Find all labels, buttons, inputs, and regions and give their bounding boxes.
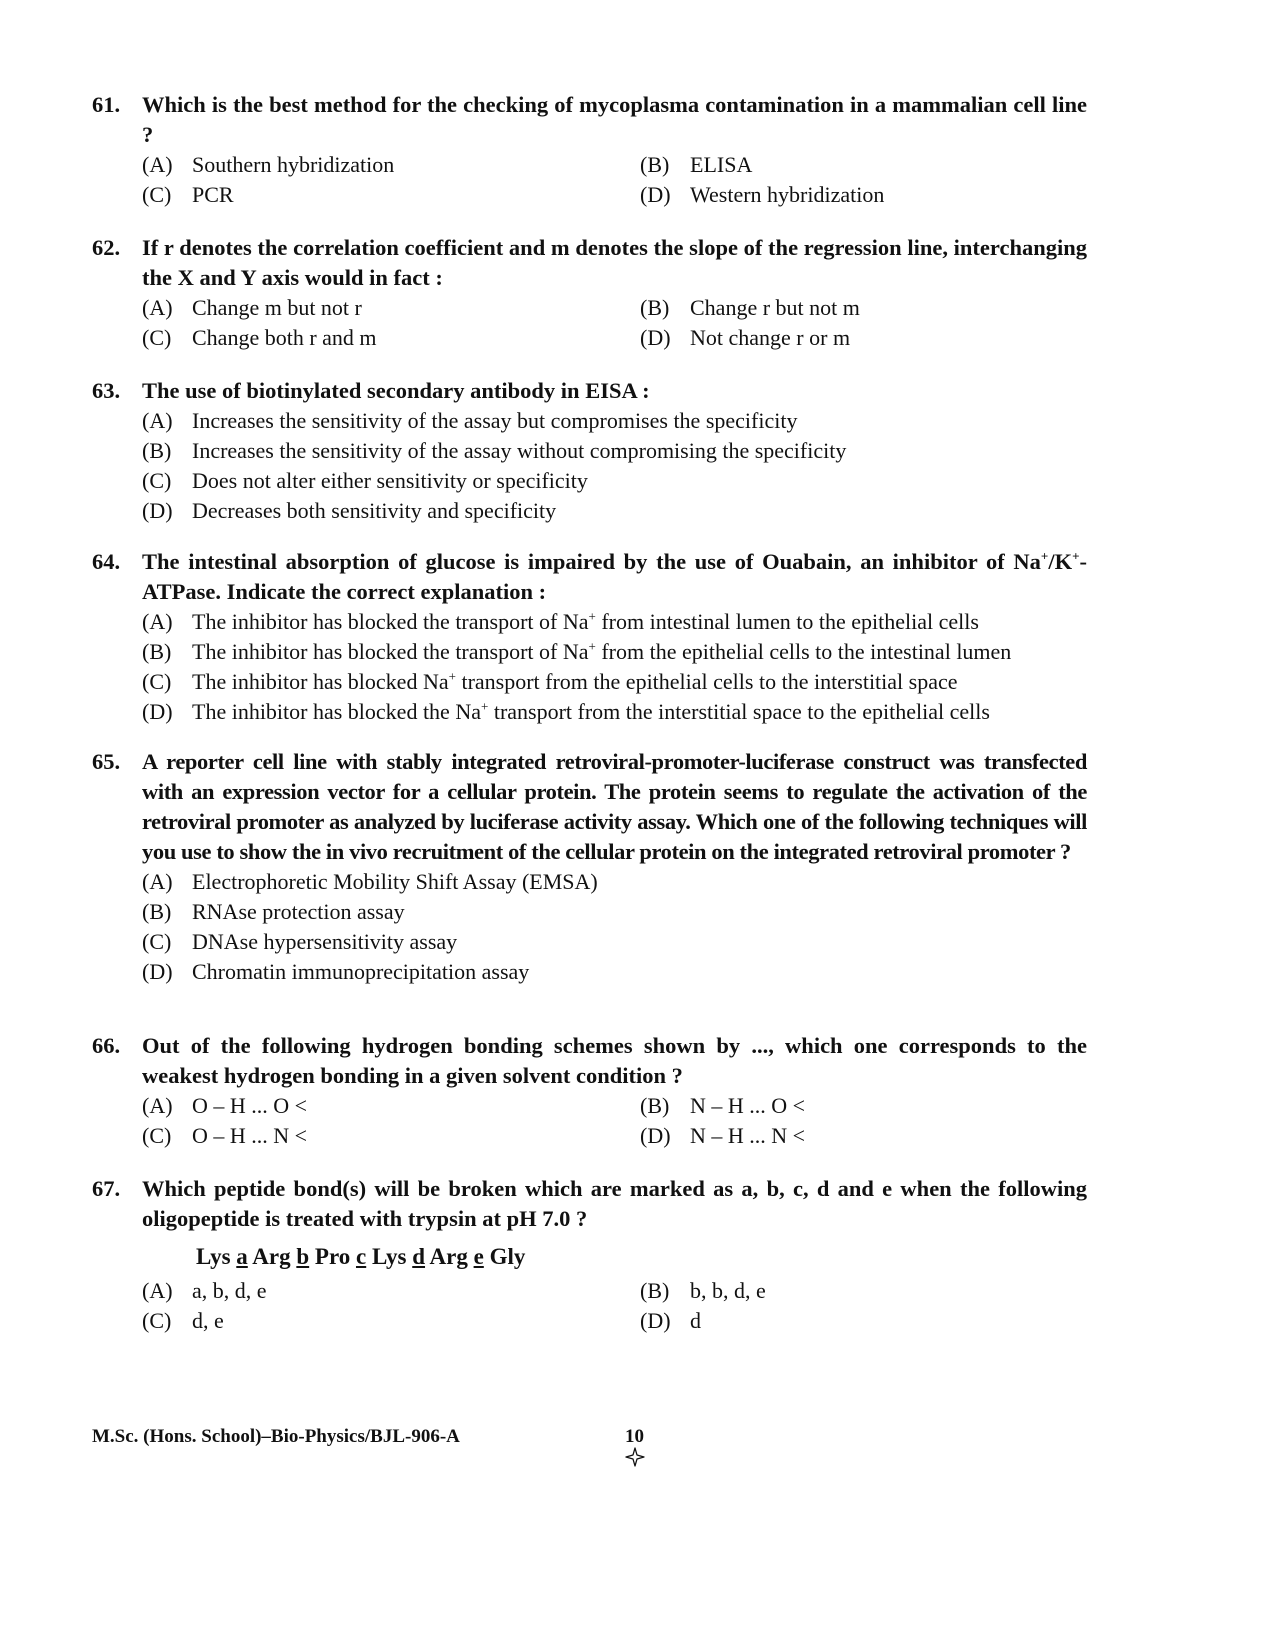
question-61 bbox=[92, 90, 1087, 210]
question-number: 62. bbox=[92, 235, 121, 260]
bond-label-c: c bbox=[355, 1244, 367, 1269]
option-c: (C) d, e bbox=[142, 1308, 224, 1333]
option-b: (B) The inhibitor has blocked the transport of Na+ from the epithelial cells to the intestinal lumen bbox=[142, 638, 1012, 664]
option-a: (A) Southern hybridization bbox=[142, 152, 395, 177]
option-d: (D) Chromatin immunoprecipitation assay bbox=[142, 959, 530, 984]
question-number: 64. bbox=[92, 549, 121, 574]
question-64 bbox=[92, 547, 1087, 727]
option-d: (D) Western hybridization bbox=[640, 182, 885, 207]
option-b: (B) Increases the sensitivity of the assay without compromising the specificity bbox=[142, 438, 847, 463]
bond-label-e: e bbox=[473, 1244, 484, 1269]
option-c: (C) DNAse hypersensitivity assay bbox=[142, 929, 458, 954]
option-c: (C) Change both r and m bbox=[142, 325, 377, 350]
option-a: (A) Change m but not r bbox=[142, 295, 362, 320]
four-point-star-icon bbox=[625, 1447, 645, 1467]
bond-label-d: d bbox=[412, 1244, 426, 1269]
option-b: (B) b, b, d, e bbox=[640, 1278, 766, 1303]
question-text: The use of biotinylated secondary antibody in EISA : bbox=[142, 378, 650, 403]
option-d: (D) Not change r or m bbox=[640, 325, 851, 350]
option-d: (D) The inhibitor has blocked the Na+ transport from the interstitial space to the epithelial cells bbox=[142, 698, 990, 724]
bond-label-a: a bbox=[236, 1244, 248, 1269]
question-65 bbox=[92, 747, 1087, 987]
question-number: 61. bbox=[92, 92, 121, 117]
paper-code: M.Sc. (Hons. School)–Bio-Physics/BJL-906-A bbox=[92, 1426, 460, 1447]
question-text: If r denotes the correlation coefficient and m denotes the slope of the regression line, interchanging the X and Y axis would in fact : bbox=[142, 235, 1087, 290]
options bbox=[142, 150, 1087, 210]
question-number: 63. bbox=[92, 378, 121, 403]
question-63 bbox=[92, 376, 1087, 526]
option-b: (B) Change r but not m bbox=[640, 295, 860, 320]
option-a: (A) a, b, d, e bbox=[142, 1278, 267, 1303]
options bbox=[142, 1276, 1087, 1336]
question-text: Out of the following hydrogen bonding schemes shown by ..., which one corresponds to the weakest hydrogen bonding in a given solvent condition ? bbox=[142, 1033, 1087, 1088]
option-c: (C) Does not alter either sensitivity or specificity bbox=[142, 468, 588, 493]
option-b: (B) N – H ... O < bbox=[640, 1093, 806, 1118]
question-number: 65. bbox=[92, 749, 121, 774]
option-a: (A) Increases the sensitivity of the assay but compromises the specificity bbox=[142, 408, 798, 433]
bond-label-b: b bbox=[296, 1244, 310, 1269]
question-66 bbox=[92, 1031, 1087, 1151]
option-c: (C) The inhibitor has blocked Na+ transport from the epithelial cells to the interstitial space bbox=[142, 668, 958, 694]
options bbox=[142, 867, 1087, 987]
option-d: (D) d bbox=[640, 1308, 701, 1333]
option-b: (B) RNAse protection assay bbox=[142, 899, 405, 924]
options bbox=[142, 1091, 1087, 1151]
question-text: Which is the best method for the checking of mycoplasma contamination in a mammalian cell line ? bbox=[142, 92, 1087, 147]
option-a: (A) The inhibitor has blocked the transport of Na+ from intestinal lumen to the epithelial cells bbox=[142, 608, 979, 634]
question-text: The intestinal absorption of glucose is impaired by the use of Ouabain, an inhibitor of Na+/K+-ATPase. Indicate the correct explanation : bbox=[142, 548, 1087, 604]
question-62 bbox=[92, 233, 1087, 353]
option-c: (C) PCR bbox=[142, 182, 234, 207]
peptide-sequence: Lys a Arg b Pro c Lys d Arg e Gly bbox=[196, 1244, 526, 1269]
question-67 bbox=[92, 1174, 1087, 1336]
page-number: 10 bbox=[625, 1426, 644, 1447]
option-c: (C) O – H ... N < bbox=[142, 1123, 308, 1148]
option-a: (A) Electrophoretic Mobility Shift Assay (EMSA) bbox=[142, 869, 598, 894]
page-footer bbox=[92, 1425, 792, 1485]
option-d: (D) Decreases both sensitivity and specificity bbox=[142, 498, 557, 523]
option-a: (A) O – H ... O < bbox=[142, 1093, 308, 1118]
options bbox=[142, 406, 1087, 526]
option-d: (D) N – H ... N < bbox=[640, 1123, 806, 1148]
option-b: (B) ELISA bbox=[640, 152, 753, 177]
question-number: 66. bbox=[92, 1033, 121, 1058]
question-text: Which peptide bond(s) will be broken which are marked as a, b, c, d and e when the following oligopeptide is treated with trypsin at pH 7.0 ? bbox=[142, 1176, 1087, 1231]
options bbox=[142, 293, 1087, 353]
question-text: A reporter cell line with stably integrated retroviral-promoter-luciferase construct was transfected with an expression vector for a cellular protein. The protein seems to regulate the activation of the retroviral promoter as analyzed by luciferase activity assay. Which one of the following techniques will you use to show the in vivo recruitment of the cellular protein on the integrated retroviral promoter ? bbox=[142, 749, 1087, 864]
options bbox=[142, 607, 1087, 727]
question-number: 67. bbox=[92, 1176, 121, 1201]
